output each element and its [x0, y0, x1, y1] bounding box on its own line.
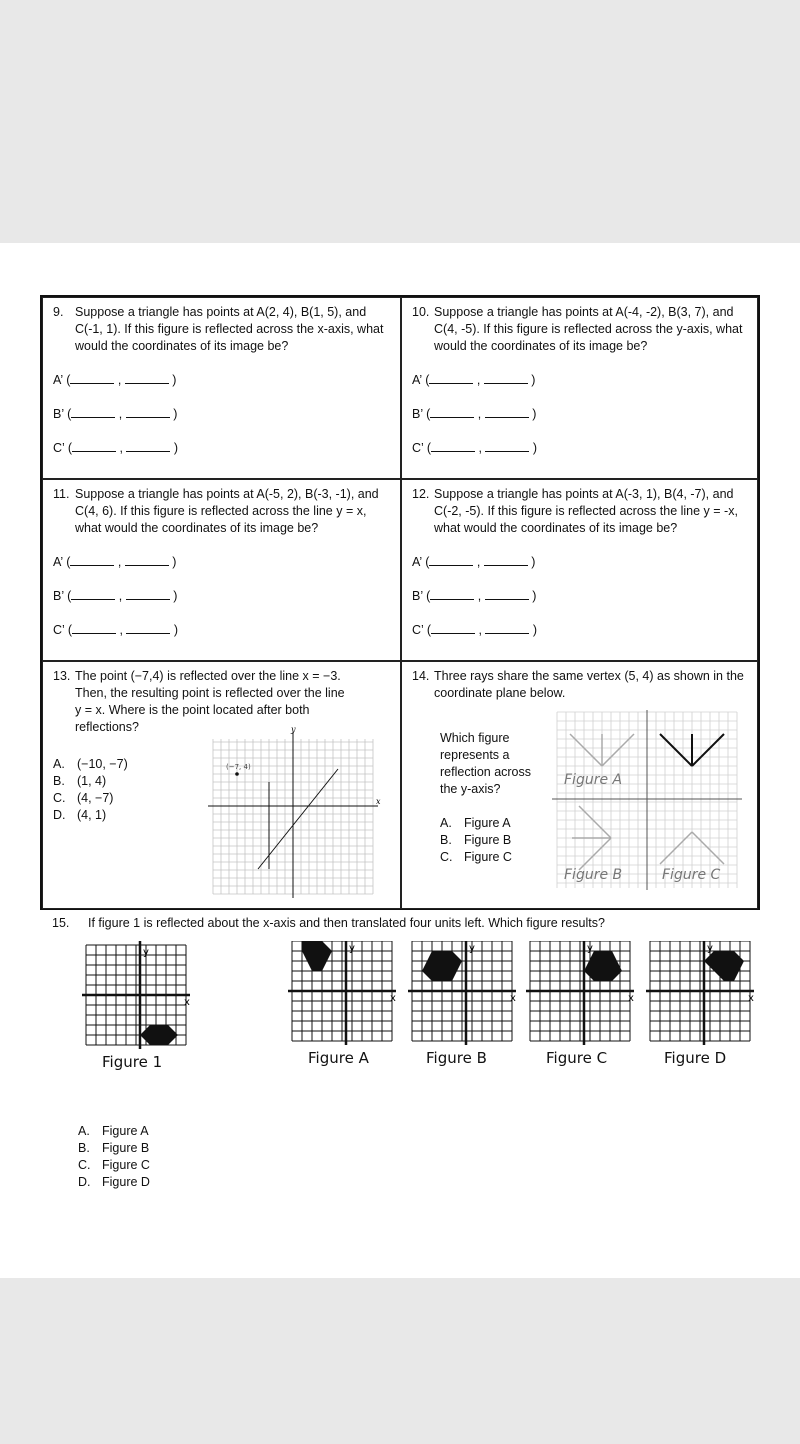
- choice-a[interactable]: A. (−10, −7): [53, 757, 128, 771]
- y-axis-label: y: [143, 947, 149, 958]
- answer-blank[interactable]: [125, 554, 169, 566]
- question-9: [53, 304, 390, 355]
- question-text: Suppose a triangle has points at A(-3, 1), B(4, -7), and C(-2, -5). If this figure is reflected across the line y = -x, what would the coordinates of its image be?: [434, 487, 738, 535]
- q15-figures: [80, 941, 760, 1076]
- choice-c[interactable]: C. Figure C: [440, 850, 512, 864]
- figure-1-grid: [82, 941, 190, 1071]
- answer-choices: [53, 756, 128, 824]
- y-axis-label: y: [587, 943, 593, 954]
- answer-c-prime: C’ ( , ): [412, 623, 538, 637]
- bottom-gray-band: [0, 1278, 800, 1444]
- figure-c-label: Figure C: [546, 1049, 608, 1067]
- answer-a-prime: A’ ( , ): [412, 555, 536, 569]
- answer-blank[interactable]: [70, 554, 114, 566]
- answer-blank[interactable]: [484, 372, 528, 384]
- figure-d-grid: [646, 941, 754, 1067]
- coordinate-plane-q14: [552, 710, 742, 890]
- top-gray-band: [0, 0, 800, 243]
- answer-blank[interactable]: [126, 406, 170, 418]
- question-prompt: Which figure represents a reflection across the y-axis?: [440, 731, 532, 796]
- answer-choices: [440, 815, 512, 866]
- answer-blank[interactable]: [485, 406, 529, 418]
- answer-blank[interactable]: [430, 406, 474, 418]
- x-axis-label: x: [390, 993, 396, 1004]
- answer-blank[interactable]: [125, 372, 169, 384]
- x-axis-label: x: [376, 797, 381, 806]
- figure-b-label: Figure B: [564, 867, 623, 883]
- question-text: Suppose a triangle has points at A(2, 4), B(1, 5), and C(-1, 1). If this figure is reflected across the x-axis, what would the coordinates of its image be?: [75, 305, 384, 353]
- answer-blank[interactable]: [485, 440, 529, 452]
- figure-d-label: Figure D: [664, 1049, 727, 1067]
- figure-a-grid: [288, 941, 396, 1067]
- x-axis-label: x: [628, 993, 634, 1004]
- question-number: 12.: [412, 487, 430, 501]
- question-number: 10.: [412, 305, 430, 319]
- answer-blank[interactable]: [429, 372, 473, 384]
- choice-b[interactable]: B. Figure B: [440, 833, 512, 847]
- question-14-cell: [401, 661, 758, 909]
- choice-c[interactable]: C. (4, −7): [53, 791, 114, 805]
- choice-b[interactable]: B. (1, 4): [53, 774, 107, 788]
- figure-b-rays: [572, 806, 611, 870]
- figure-1-label: Figure 1: [102, 1053, 163, 1071]
- answer-c-prime: C’ ( , ): [412, 441, 538, 455]
- question-11: [53, 486, 390, 537]
- point-label: (−7, 4): [226, 763, 251, 771]
- question-12-cell: [401, 479, 758, 661]
- choice-d[interactable]: D. (4, 1): [53, 808, 107, 822]
- answer-a-prime: A’ ( , ): [53, 373, 177, 387]
- worksheet-page: [0, 243, 800, 1278]
- figure-c-grid: [526, 941, 634, 1067]
- question-15: [52, 916, 605, 930]
- answer-blank[interactable]: [70, 372, 114, 384]
- answer-blank[interactable]: [484, 554, 528, 566]
- question-12: [412, 486, 747, 537]
- answer-blank[interactable]: [485, 622, 529, 634]
- answer-blank[interactable]: [126, 440, 170, 452]
- answer-blank[interactable]: [431, 440, 475, 452]
- question-text: If figure 1 is reflected about the x-axis and then translated four units left. Which figure results?: [88, 916, 605, 930]
- answer-b-prime: B’ ( , ): [412, 407, 537, 421]
- q15-answer-choices: [78, 1123, 150, 1191]
- question-text: Three rays share the same vertex (5, 4) as shown in the coordinate plane below.: [434, 669, 744, 700]
- question-number: 15.: [52, 916, 70, 930]
- x-axis-label: x: [184, 997, 190, 1008]
- answer-b-prime: B’ ( , ): [53, 407, 178, 421]
- figure-a-label: Figure A: [308, 1049, 369, 1067]
- answer-blank[interactable]: [126, 588, 170, 600]
- choice-a[interactable]: A. Figure A: [440, 816, 511, 830]
- answer-blank[interactable]: [429, 554, 473, 566]
- choice-d[interactable]: D. Figure D: [78, 1175, 150, 1189]
- choice-b[interactable]: B. Figure B: [78, 1141, 150, 1155]
- question-14: [412, 668, 747, 702]
- figure-b-label: Figure B: [426, 1049, 487, 1067]
- point-marker: [235, 772, 239, 776]
- answer-c-prime: C’ ( , ): [53, 623, 179, 637]
- question-number: 9.: [53, 305, 64, 319]
- questions-table: [40, 295, 760, 910]
- answer-a-prime: A’ ( , ): [412, 373, 536, 387]
- y-axis-label: y: [469, 943, 475, 954]
- question-text: Suppose a triangle has points at A(-5, 2), B(-3, -1), and C(4, 6). If this figure is reflected across the line y = x, what would the coordinates of its image be?: [75, 487, 379, 535]
- answer-b-prime: B’ ( , ): [53, 589, 178, 603]
- question-9-cell: [42, 297, 401, 479]
- question-number: 13.: [53, 669, 71, 683]
- answer-blank[interactable]: [71, 588, 115, 600]
- question-number: 11.: [53, 487, 70, 501]
- question-11-cell: [42, 479, 401, 661]
- answer-c-prime: C’ ( , ): [53, 441, 179, 455]
- answer-blank[interactable]: [72, 440, 116, 452]
- question-13-cell: [42, 661, 401, 909]
- answer-blank[interactable]: [430, 588, 474, 600]
- question-10-cell: [401, 297, 758, 479]
- x-axis-label: x: [510, 993, 516, 1004]
- question-number: 14.: [412, 669, 430, 683]
- figure-a-label: Figure A: [564, 772, 623, 788]
- answer-blank[interactable]: [431, 622, 475, 634]
- question-10: [412, 304, 747, 355]
- answer-blank[interactable]: [72, 622, 116, 634]
- answer-blank[interactable]: [71, 406, 115, 418]
- y-axis-label: y: [707, 943, 713, 954]
- answer-b-prime: B’ ( , ): [412, 589, 537, 603]
- coordinate-plane-q13: [208, 724, 383, 899]
- y-axis-label: y: [349, 943, 355, 954]
- x-axis-label: x: [748, 993, 754, 1004]
- figure-b-grid: [408, 941, 516, 1067]
- y-axis-label: y: [291, 725, 296, 734]
- choice-c[interactable]: C. Figure C: [78, 1158, 150, 1172]
- choice-a[interactable]: A. Figure A: [78, 1124, 149, 1138]
- question-text: The point (−7,4) is reflected over the line x = −3. Then, the resulting point is reflected over the line y = x. Where is the point located after both reflections?: [75, 669, 345, 734]
- answer-a-prime: A’ ( , ): [53, 555, 177, 569]
- answer-blank[interactable]: [485, 588, 529, 600]
- answer-blank[interactable]: [126, 622, 170, 634]
- question-text: Suppose a triangle has points at A(-4, -2), B(3, 7), and C(4, -5). If this figure is reflected across the y-axis, what would the coordinates of its image be?: [434, 305, 743, 353]
- figure-c-label: Figure C: [662, 867, 721, 883]
